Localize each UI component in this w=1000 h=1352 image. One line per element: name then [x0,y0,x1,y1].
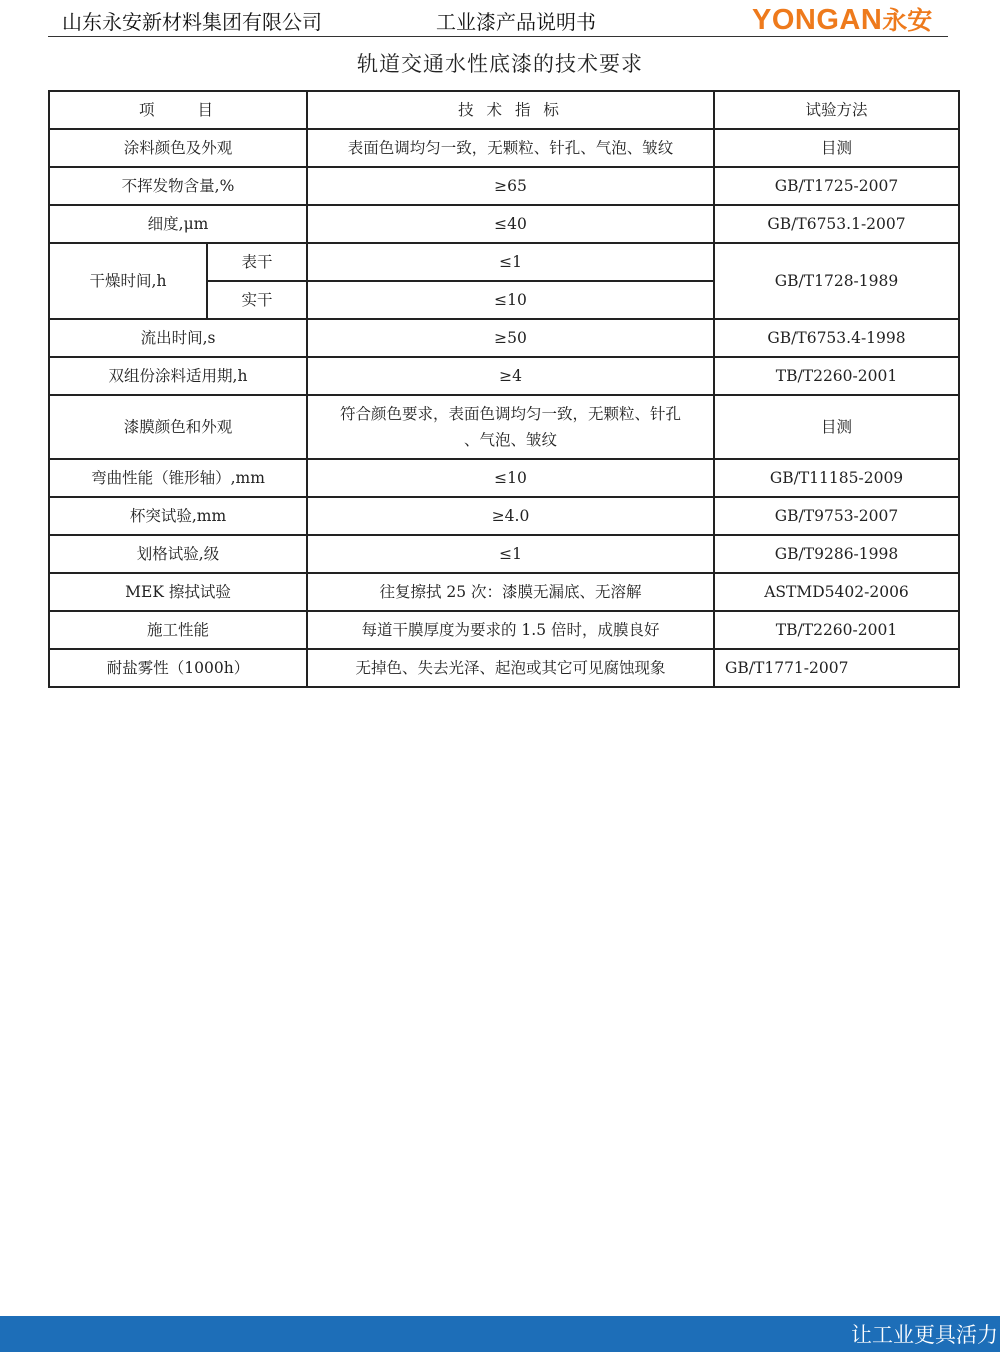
row-subitem: 表干 [207,243,307,281]
row-item: 弯曲性能（锥形轴）,mm [49,459,307,497]
row-spec: 无掉色、失去光泽、起泡或其它可见腐蚀现象 [307,649,714,687]
row-item: 干燥时间,h [49,243,207,319]
row-method: GB/T6753.1-2007 [714,205,959,243]
row-method: GB/T9286-1998 [714,535,959,573]
row-spec: 往复擦拭 25 次：漆膜无漏底、无溶解 [307,573,714,611]
row-spec-line: 、气泡、皱纹 [464,431,558,449]
table-row [49,459,959,497]
brand-logo [752,1,932,37]
row-spec: 每道干膜厚度为要求的 1.5 倍时，成膜良好 [307,611,714,649]
row-item: 划格试验,级 [49,535,307,573]
row-item: 施工性能 [49,611,307,649]
table-row [49,497,959,535]
row-method: GB/T1771-2007 [714,649,959,687]
table-row [49,243,959,281]
header-divider [48,36,948,37]
row-method: ASTMD5402-2006 [714,573,959,611]
row-item: 涂料颜色及外观 [49,129,307,167]
table-row [49,129,959,167]
row-method: 目测 [714,395,959,459]
row-item: 流出时间,s [49,319,307,357]
logo-latin-text: YONGAN [752,4,883,36]
row-spec-line: 符合颜色要求，表面色调均匀一致，无颗粒、针孔 [340,405,682,423]
table-header-row [49,91,959,129]
page-header [0,0,1000,40]
row-method: GB/T11185-2009 [714,459,959,497]
row-method: 目测 [714,129,959,167]
row-spec: ≥65 [307,167,714,205]
row-method: GB/T1725-2007 [714,167,959,205]
table-row [49,357,959,395]
row-method: GB/T6753.4-1998 [714,319,959,357]
row-spec: ≥4 [307,357,714,395]
row-subitem: 实干 [207,281,307,319]
document-type: 工业漆产品说明书 [436,10,596,34]
logo-chinese-text: 永安 [882,6,933,35]
header-item: 项 目 [49,91,307,129]
footer-slogan: 让工业更具活力 [851,1323,998,1347]
row-spec: ≤1 [307,535,714,573]
row-item: 不挥发物含量,% [49,167,307,205]
row-spec: ≥50 [307,319,714,357]
table-row [49,205,959,243]
row-spec: 表面色调均匀一致，无颗粒、针孔、气泡、皱纹 [307,129,714,167]
header-spec: 技 术 指 标 [307,91,714,129]
spec-table [48,90,960,688]
row-item: 耐盐雾性（1000h） [49,649,307,687]
table-row [49,649,959,687]
row-spec: ≥4.0 [307,497,714,535]
row-method: GB/T9753-2007 [714,497,959,535]
table-row [49,167,959,205]
table-row [49,319,959,357]
row-item: 细度,μm [49,205,307,243]
page-title: 轨道交通水性底漆的技术要求 [357,52,643,76]
row-spec: ≤10 [307,459,714,497]
row-item: 杯突试验,mm [49,497,307,535]
header-method: 试验方法 [714,91,959,129]
row-method: GB/T1728-1989 [714,243,959,319]
row-spec: ≤10 [307,281,714,319]
table-row [49,573,959,611]
row-method: TB/T2260-2001 [714,611,959,649]
row-method: TB/T2260-2001 [714,357,959,395]
row-item: 双组份涂料适用期,h [49,357,307,395]
row-spec: ≤40 [307,205,714,243]
row-item: 漆膜颜色和外观 [49,395,307,459]
table-row [49,395,959,459]
row-spec [307,395,714,459]
company-name: 山东永安新材料集团有限公司 [62,10,322,34]
table-row [49,535,959,573]
table-row [49,611,959,649]
row-spec: ≤1 [307,243,714,281]
row-item: MEK 擦拭试验 [49,573,307,611]
footer-bar [0,1316,1000,1352]
